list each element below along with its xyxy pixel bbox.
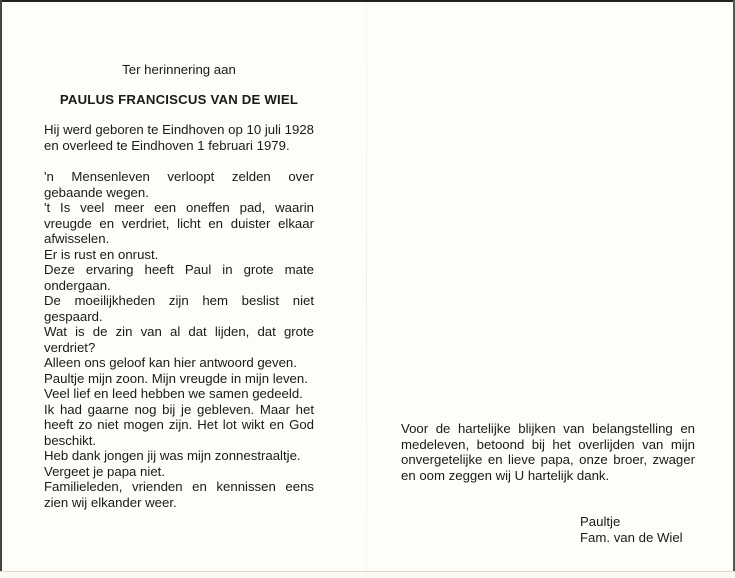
memorial-heading: Ter herinnering aan xyxy=(122,62,236,77)
poem-line: Alleen ons geloof kan hier antwoord geven. xyxy=(44,355,297,370)
poem-line: Wat is de zin van al dat lijden, dat grote verdriet? xyxy=(44,324,314,355)
poem-line: Deze ervaring heeft Paul in grote mate ondergaan. xyxy=(44,262,314,293)
poem-line: Veel lief en leed hebben we samen gedeeld. xyxy=(44,386,303,401)
right-panel xyxy=(401,421,695,483)
poem-line: Vergeet je papa niet. xyxy=(44,463,165,479)
deceased-name: PAULUS FRANCISCUS VAN DE WIEL xyxy=(59,91,299,107)
poem-line: Ik had gaarne nog bij je gebleven. Maar het heeft zo niet mogen zijn. Het lot wikt en God beschikt. xyxy=(44,401,314,448)
poem-line: Familieleden, vrienden en kennissen eens zien wij elkander weer. xyxy=(44,479,314,510)
card-top-edge xyxy=(0,0,735,2)
poem-line: 'n Mensenleven verloopt zelden over gebaande wegen. xyxy=(44,169,314,200)
poem-line: Er is rust en onrust. xyxy=(44,246,159,262)
left-panel xyxy=(44,62,314,510)
signature-line: Paultje xyxy=(580,514,621,529)
card-fold-line xyxy=(366,0,367,578)
signature-line: Fam. van de Wiel xyxy=(580,529,683,545)
poem-line: 't Is veel meer een oneffen pad, waarin vreugde en verdriet, licht en duister elkaar afwisselen. xyxy=(44,200,314,246)
poem-line: Paultje mijn zoon. Mijn vreugde in mijn leven. xyxy=(44,370,308,386)
poem-line: De moeilijkheden zijn hem beslist niet gespaard. xyxy=(44,293,314,324)
signature-block xyxy=(580,514,683,545)
poem-line: Heb dank jongen jij was mijn zonnestraaltje. xyxy=(44,448,301,463)
thank-you-text: Voor de hartelijke blijken van belangstelling en medeleven, betoond bij het overlijden van mijn onvergetelijke en lieve papa, onze broer, zwager en oom zeggen wij U hartelijk dank. xyxy=(401,421,695,483)
card-bottom-edge xyxy=(0,571,735,578)
card-left-edge xyxy=(0,0,2,578)
memorial-poem xyxy=(44,169,314,510)
birth-death-statement: Hij werd geboren te Eindhoven op 10 juli 1928 en overleed te Eindhoven 1 februari 1979. xyxy=(44,122,314,153)
